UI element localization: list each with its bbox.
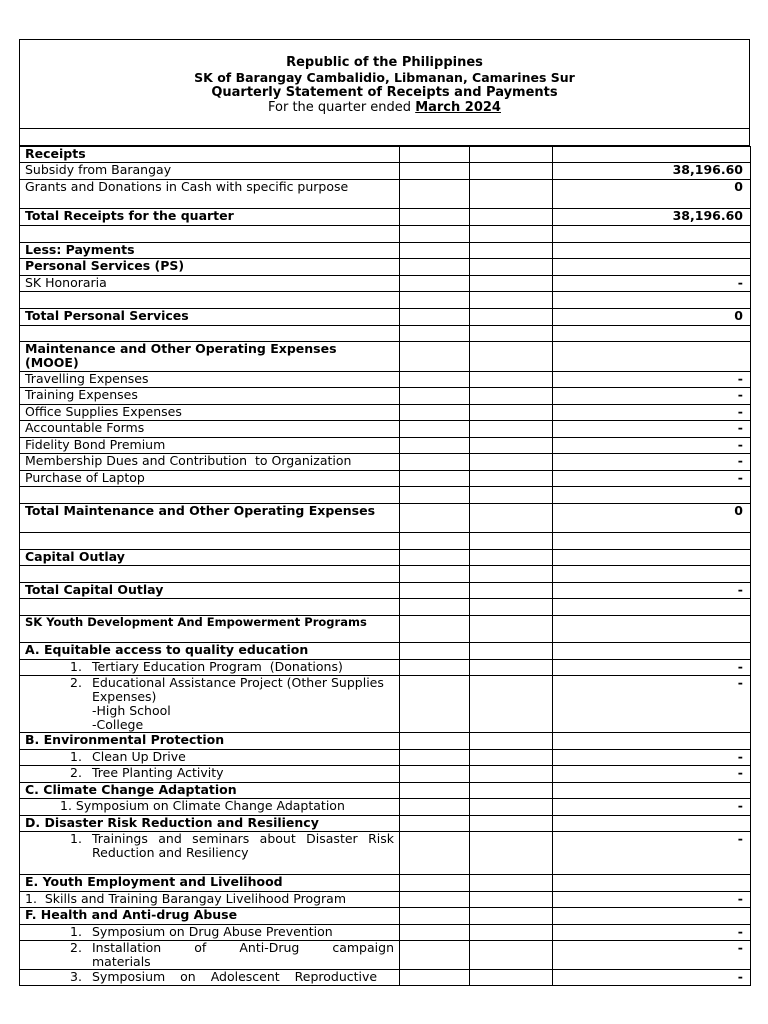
office-supplies-amount: - <box>553 405 751 421</box>
total-capital-amount: - <box>553 583 751 599</box>
personal-services-heading: Personal Services (PS) <box>20 259 400 276</box>
e1-amount: - <box>553 892 751 908</box>
f2-number: 2. <box>70 940 82 955</box>
table-row <box>20 832 751 875</box>
table-row <box>20 454 751 471</box>
capital-outlay-heading: Capital Outlay <box>20 550 400 566</box>
table-row <box>20 405 751 421</box>
table-row <box>20 816 751 832</box>
table-row <box>20 970 751 986</box>
f2-label: Installation of Anti-Drug campaign materials <box>92 940 394 969</box>
grants-label: Grants and Donations in Cash with specific purpose <box>20 180 400 209</box>
d1-number: 1. <box>70 831 82 846</box>
table-row <box>20 421 751 438</box>
a2-item <box>20 676 400 733</box>
table-row <box>20 209 751 226</box>
section-b-heading: B. Environmental Protection <box>20 733 400 750</box>
table-row <box>20 783 751 799</box>
table-row <box>20 925 751 941</box>
table-row <box>20 180 751 209</box>
quarter-date: March 2024 <box>415 100 501 115</box>
b1-item <box>20 750 400 766</box>
table-row <box>20 259 751 276</box>
mooe-heading: Maintenance and Other Operating Expenses (MOOE) <box>20 342 400 372</box>
table-row <box>20 276 751 292</box>
travelling-amount: - <box>553 372 751 388</box>
f3-amount: - <box>553 970 751 986</box>
table-row <box>20 908 751 925</box>
table-row <box>20 766 751 783</box>
table-row <box>20 163 751 180</box>
total-ps-amount: 0 <box>553 309 751 326</box>
f3-label: Symposium on Adolescent Reproductive <box>92 969 378 984</box>
subsidy-label: Subsidy from Barangay <box>20 163 400 180</box>
b1-number: 1. <box>70 749 82 764</box>
table-row <box>20 342 751 372</box>
table-row <box>20 326 751 342</box>
e1-item: 1. Skills and Training Barangay Livelihood Program <box>20 892 400 908</box>
a2-high-school: -High School <box>92 703 171 718</box>
a2-label: Educational Assistance Project (Other Supplies Expenses) <box>92 675 384 704</box>
b2-amount: - <box>553 766 751 783</box>
f1-amount: - <box>553 925 751 941</box>
table-row <box>20 599 751 616</box>
table-row <box>20 643 751 660</box>
d1-amount: - <box>553 832 751 875</box>
office-supplies-label: Office Supplies Expenses <box>20 405 400 421</box>
quarter-prefix: For the quarter ended <box>268 100 416 115</box>
receipts-payments-table <box>19 146 751 986</box>
membership-dues-amount: - <box>553 454 751 471</box>
table-row <box>20 875 751 892</box>
a1-label: Tertiary Education Program (Donations) <box>92 659 343 674</box>
sk-honoraria-label: SK Honoraria <box>20 276 400 292</box>
total-receipts-amount: 38,196.60 <box>553 209 751 226</box>
f3-number: 3. <box>70 969 82 984</box>
less-payments-heading: Less: Payments <box>20 243 400 259</box>
table-row <box>20 676 751 733</box>
accountable-forms-label: Accountable Forms <box>20 421 400 438</box>
table-row <box>20 660 751 676</box>
b2-number: 2. <box>70 765 82 780</box>
a2-number: 2. <box>70 675 82 690</box>
table-row <box>20 372 751 388</box>
a2-college: -College <box>92 717 144 732</box>
d1-item <box>20 832 400 875</box>
table-row <box>20 504 751 533</box>
table-row <box>20 292 751 309</box>
training-label: Training Expenses <box>20 388 400 405</box>
total-mooe-amount: 0 <box>553 504 751 533</box>
table-row <box>20 243 751 259</box>
fidelity-bond-label: Fidelity Bond Premium <box>20 438 400 454</box>
d1-label: Trainings and seminars about Disaster Risk Reduction and Resiliency <box>92 831 394 860</box>
f2-amount: - <box>553 941 751 970</box>
f3-item <box>20 970 400 986</box>
laptop-amount: - <box>553 471 751 487</box>
a2-amount: - <box>553 676 751 733</box>
table-row <box>20 388 751 405</box>
f1-number: 1. <box>70 924 82 939</box>
table-row <box>20 616 751 643</box>
total-receipts-label: Total Receipts for the quarter <box>20 209 400 226</box>
f1-label: Symposium on Drug Abuse Prevention <box>92 924 333 939</box>
table-row <box>20 438 751 454</box>
section-f-heading: F. Health and Anti-drug Abuse <box>20 908 400 925</box>
table-row <box>20 799 751 816</box>
header-republic: Republic of the Philippines <box>286 55 483 70</box>
section-d-heading: D. Disaster Risk Reduction and Resiliency <box>20 816 400 832</box>
table-row <box>20 941 751 970</box>
header-statement-title: Quarterly Statement of Receipts and Payments <box>211 85 558 100</box>
sk-programs-heading: SK Youth Development And Empowerment Programs <box>20 616 400 643</box>
b2-label: Tree Planting Activity <box>92 765 224 780</box>
c1-item: 1. Symposium on Climate Change Adaptation <box>20 799 400 816</box>
travelling-label: Travelling Expenses <box>20 372 400 388</box>
c1-amount: - <box>553 799 751 816</box>
f2-item <box>20 941 400 970</box>
training-amount: - <box>553 388 751 405</box>
table-row <box>20 147 751 163</box>
table-row <box>20 733 751 750</box>
table-row <box>20 583 751 599</box>
table-row <box>20 471 751 487</box>
f1-item <box>20 925 400 941</box>
b1-amount: - <box>553 750 751 766</box>
total-mooe-label: Total Maintenance and Other Operating Expenses <box>20 504 400 533</box>
section-c-heading: C. Climate Change Adaptation <box>20 783 400 799</box>
b2-item <box>20 766 400 783</box>
document-header <box>19 39 750 129</box>
laptop-label: Purchase of Laptop <box>20 471 400 487</box>
table-row <box>20 487 751 504</box>
receipts-heading: Receipts <box>20 147 400 163</box>
table-row <box>20 566 751 583</box>
membership-dues-label: Membership Dues and Contribution to Organization <box>20 454 400 471</box>
header-sk-barangay: SK of Barangay Cambalidio, Libmanan, Camarines Sur <box>194 70 575 85</box>
grants-amount: 0 <box>553 180 751 209</box>
table-row <box>20 750 751 766</box>
a1-amount: - <box>553 660 751 676</box>
table-row <box>20 226 751 243</box>
table-row <box>20 309 751 326</box>
spacer-row <box>19 129 750 146</box>
section-a-heading: A. Equitable access to quality education <box>20 643 400 660</box>
table-row <box>20 533 751 550</box>
a1-number: 1. <box>70 659 82 674</box>
table-row <box>20 550 751 566</box>
section-e-heading: E. Youth Employment and Livelihood <box>20 875 400 892</box>
accountable-forms-amount: - <box>553 421 751 438</box>
sk-honoraria-amount: - <box>553 276 751 292</box>
table-row <box>20 892 751 908</box>
a1-item <box>20 660 400 676</box>
subsidy-amount: 38,196.60 <box>553 163 751 180</box>
fidelity-bond-amount: - <box>553 438 751 454</box>
statement-document <box>19 39 750 986</box>
header-quarter-line <box>20 100 749 115</box>
b1-label: Clean Up Drive <box>92 749 186 764</box>
total-ps-label: Total Personal Services <box>20 309 400 326</box>
total-capital-label: Total Capital Outlay <box>20 583 400 599</box>
